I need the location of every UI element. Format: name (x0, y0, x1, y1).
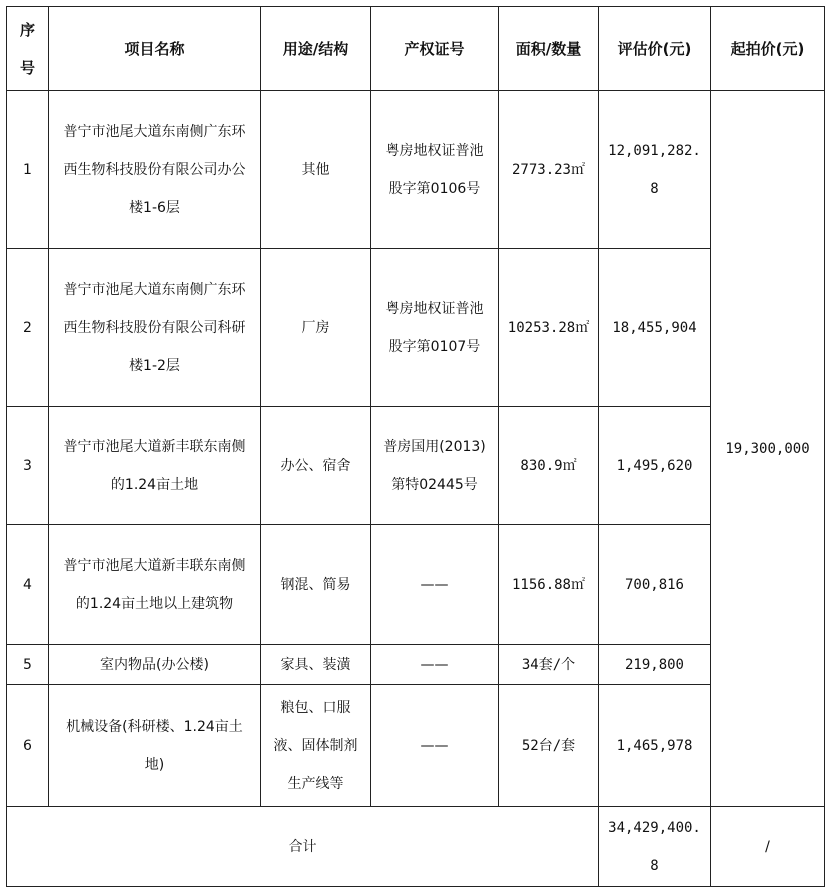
table-row (7, 91, 825, 249)
header-use: 用途/结构 (261, 7, 371, 91)
row-use: 钢混、简易 (261, 525, 371, 645)
total-value: 34,429,400.8 (599, 807, 711, 887)
row-cert: 粤房地权证普池股字第0107号 (371, 249, 499, 407)
row-value: 18,455,904 (599, 249, 711, 407)
table-row (7, 407, 825, 525)
header-seq: 序号 (7, 7, 49, 91)
row-value: 1,465,978 (599, 685, 711, 807)
total-start-price: / (711, 807, 825, 887)
row-seq: 3 (7, 407, 49, 525)
row-cert: —— (371, 685, 499, 807)
row-value: 1,495,620 (599, 407, 711, 525)
row-seq: 6 (7, 685, 49, 807)
table-row (7, 685, 825, 807)
row-use: 其他 (261, 91, 371, 249)
header-row (7, 7, 825, 91)
header-start-price: 起拍价(元) (711, 7, 825, 91)
row-area: 1156.88㎡ (499, 525, 599, 645)
row-name: 普宁市池尾大道新丰联东南侧的1.24亩土地以上建筑物 (49, 525, 261, 645)
table-row (7, 249, 825, 407)
row-use: 厂房 (261, 249, 371, 407)
row-seq: 4 (7, 525, 49, 645)
row-area: 10253.28㎡ (499, 249, 599, 407)
total-row (7, 807, 825, 887)
header-cert: 产权证号 (371, 7, 499, 91)
row-area: 34套/个 (499, 645, 599, 685)
row-use: 办公、宿舍 (261, 407, 371, 525)
start-price-cell: 19,300,000 (711, 91, 825, 807)
total-label: 合计 (7, 807, 599, 887)
row-area: 830.9㎡ (499, 407, 599, 525)
row-name: 普宁市池尾大道东南侧广东环西生物科技股份有限公司办公楼1-6层 (49, 91, 261, 249)
row-name: 普宁市池尾大道东南侧广东环西生物科技股份有限公司科研楼1-2层 (49, 249, 261, 407)
row-name: 室内物品(办公楼) (49, 645, 261, 685)
auction-assets-table (6, 6, 825, 887)
row-area: 52台/套 (499, 685, 599, 807)
row-seq: 5 (7, 645, 49, 685)
row-seq: 1 (7, 91, 49, 249)
row-cert: 粤房地权证普池股字第0106号 (371, 91, 499, 249)
header-value: 评估价(元) (599, 7, 711, 91)
row-value: 219,800 (599, 645, 711, 685)
row-area: 2773.23㎡ (499, 91, 599, 249)
row-value: 12,091,282.8 (599, 91, 711, 249)
row-cert: —— (371, 525, 499, 645)
row-use: 家具、装潢 (261, 645, 371, 685)
row-use: 粮包、口服液、固体制剂生产线等 (261, 685, 371, 807)
row-cert: —— (371, 645, 499, 685)
row-seq: 2 (7, 249, 49, 407)
row-cert: 普房国用(2013)第特02445号 (371, 407, 499, 525)
header-name: 项目名称 (49, 7, 261, 91)
row-name: 机械设备(科研楼、1.24亩土地) (49, 685, 261, 807)
table-row (7, 645, 825, 685)
header-area: 面积/数量 (499, 7, 599, 91)
row-name: 普宁市池尾大道新丰联东南侧的1.24亩土地 (49, 407, 261, 525)
row-value: 700,816 (599, 525, 711, 645)
table-row (7, 525, 825, 645)
